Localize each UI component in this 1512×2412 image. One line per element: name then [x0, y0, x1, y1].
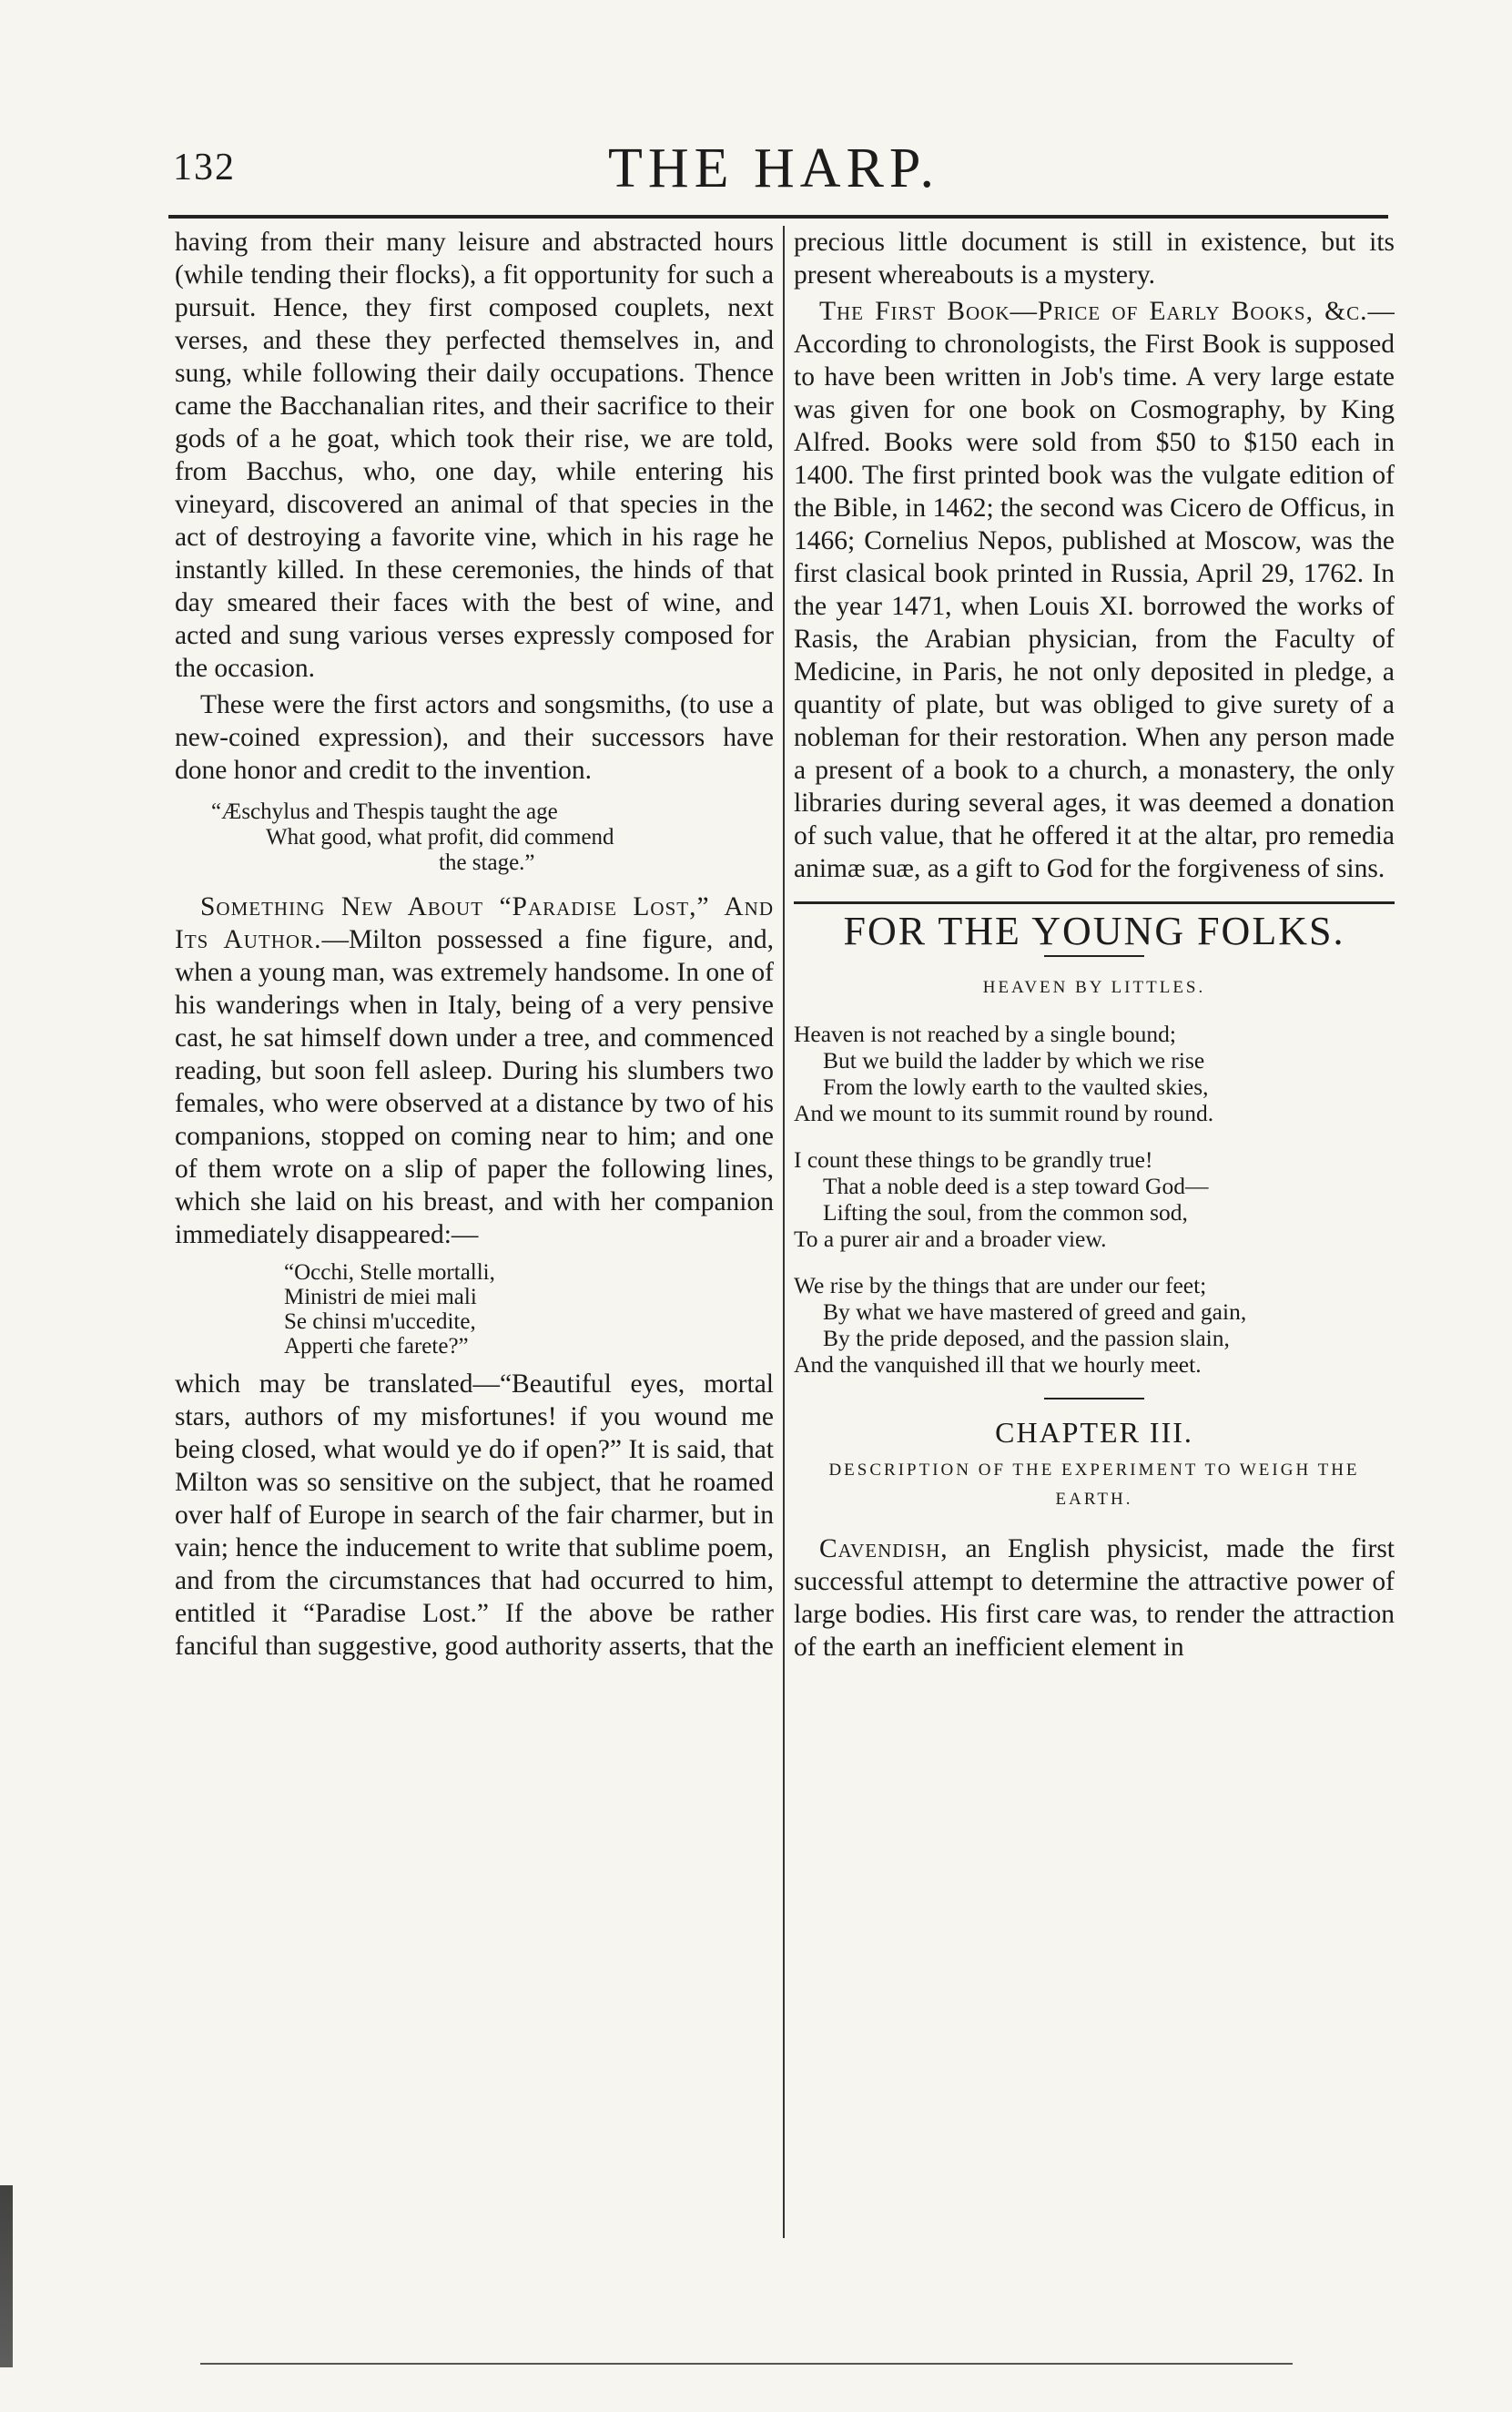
poem-title: HEAVEN BY LITTLES.	[982, 978, 1206, 997]
verse-quote	[211, 799, 774, 876]
poem-line: By the pride deposed, and the passion slain,	[823, 1325, 1230, 1351]
poem-line: We rise by the things that are under our feet;	[794, 1272, 1207, 1298]
page-header	[164, 137, 1384, 209]
article-paragraph: which may be translated—“Beautiful eyes, mortal stars, authors of my misfortunes! if you wound me being closed, what would ye do if open?” It is said, that Milton was so sensitive on the subject, that he roamed over half of Europe in search of the fair charmer, but in vain; hence the inducement to write that sublime poem, and from the circumstances that had occurred to him, entitled it “Paradise Lost.” If the above be rather fanciful than suggestive, good authority asserts, that the	[175, 1369, 774, 1661]
milton-text: —Milton possessed a fine figure, and, when a young man, was extremely handsome. In one of his wanderings when in Italy, being of a very pensive cast, he sat himself down under a tree, and commenced reading, but soon fell asleep. During his slumbers two females, who were observed at a distance by two of his companions, stopped on coming near to him; and one of them wrote on a slip of paper the following lines, which she laid on his breast, and with her companion immediately disappeared:—	[175, 925, 774, 1249]
right-column	[794, 226, 1395, 2229]
milton-paragraph	[175, 891, 774, 1251]
cavendish-lead: Cavendish,	[819, 1534, 949, 1563]
first-book-heading: The First Book—Price of Early Books, &c.	[819, 297, 1368, 326]
poem-line: But we build the ladder by which we rise	[823, 1047, 1205, 1074]
scan-edge	[0, 2185, 13, 2367]
chapter-title: CHAPTER III.	[995, 1416, 1193, 1449]
quote-line: What good, what profit, did commend	[266, 825, 614, 850]
column-divider	[783, 226, 785, 2238]
bottom-rule	[200, 2363, 1293, 2365]
poem-line: Heaven is not reached by a single bound;	[794, 1021, 1176, 1047]
cavendish-text: an English physicist, made the first successful attempt to determine the attractive power of large bodies. His first care was, to render the attraction of the earth an inefficient element in	[794, 1534, 1395, 1662]
italian-line: Ministri de miei mali	[284, 1285, 477, 1309]
poem-stanza	[794, 1146, 1395, 1252]
short-rule	[1044, 955, 1144, 957]
article-paragraph: precious little document is still in existence, but its present whereabouts is a mystery.	[794, 228, 1395, 290]
italian-line: Se chinsi m'uccedite,	[284, 1309, 476, 1334]
article-paragraph: having from their many leisure and abstracted hours (while tending their flocks), a fit opportunity for such a pursuit. Hence, they first composed couplets, next verses, and these they perfected themselves in, and sung, while following their daily occupations. Thence came the Bacchanalian rites, and their sacrifice to their gods of a he goat, which took their rise, we are told, from Bacchus, who, one day, while entering his vineyard, discovered an animal of that species in the act of destroying a favorite vine, which in his rage he instantly killed. In these ceremonies, the hinds of that day smeared their faces with the best of wine, and acted and sung various verses expressly composed for the occasion.	[175, 228, 774, 683]
first-book-paragraph	[794, 295, 1395, 885]
first-book-text: —According to chronologists, the First Book is supposed to have been written in Job's time. A very large estate was given for one book on Cosmography, by King Alfred. Books were sold from $50 to $150 each in 1400. The first printed book was the vulgate edition of the Bible, in 1462; the second was Cicero de Officus, in 1466; Cornelius Nepos, published at Moscow, was the first clasical book printed in Russia, April 29, 1762. In the year 1471, when Louis XI. borrowed the works of Rasis, the Arabian physician, from the Faculty of Medicine, in Paris, he not only deposited in pledge, a quantity of plate, but was obliged to give surety of a nobleman for their restoration. When any person made a present of a book to a church, a monastery, the only libraries during several ages, it was deemed a donation of such value, that he offered it at the altar, pro remedia animæ suæ, as a gift to God for the forgiveness of sins.	[794, 297, 1395, 883]
poem-line: By what we have mastered of greed and gain,	[823, 1298, 1247, 1325]
quote-line: “Æschylus and Thespis taught the age	[211, 799, 558, 824]
header-rule	[168, 215, 1388, 219]
cavendish-paragraph	[794, 1532, 1395, 1664]
italian-line: Apperti che farete?”	[284, 1334, 469, 1359]
poem-line: Lifting the soul, from the common sod,	[823, 1199, 1188, 1226]
poem-line: And the vanquished ill that we hourly meet.	[794, 1351, 1202, 1378]
quote-line: the stage.”	[439, 850, 535, 875]
running-title: THE HARP.	[607, 137, 940, 199]
short-rule	[1044, 1398, 1144, 1399]
poem-line: From the lowly earth to the vaulted skies,	[823, 1074, 1209, 1100]
italian-verse	[284, 1260, 774, 1359]
poem-line: I count these things to be grandly true!	[794, 1146, 1153, 1173]
chapter-subtitle: DESCRIPTION OF THE EXPERIMENT TO WEIGH THE EARTH.	[828, 1460, 1360, 1509]
section-title: FOR THE YOUNG FOLKS.	[843, 909, 1345, 953]
poem-stanza	[794, 1272, 1395, 1378]
page-number: 132	[173, 147, 236, 188]
article-paragraph: These were the first actors and songsmiths, (to use a new-coined expression), and their successors have done honor and credit to the invention.	[175, 690, 774, 785]
poem-line: That a noble deed is a step toward God—	[823, 1173, 1209, 1199]
milton-heading: Something New About “Paradise Lost,” And Its Author.	[175, 892, 774, 954]
poem-line: To a purer air and a broader view.	[794, 1226, 1107, 1252]
left-column	[175, 226, 774, 2229]
italian-line: “Occhi, Stelle mortalli,	[284, 1260, 495, 1285]
poem-stanza	[794, 1021, 1395, 1126]
poem-line: And we mount to its summit round by round.	[794, 1100, 1214, 1126]
section-rule	[794, 901, 1395, 904]
